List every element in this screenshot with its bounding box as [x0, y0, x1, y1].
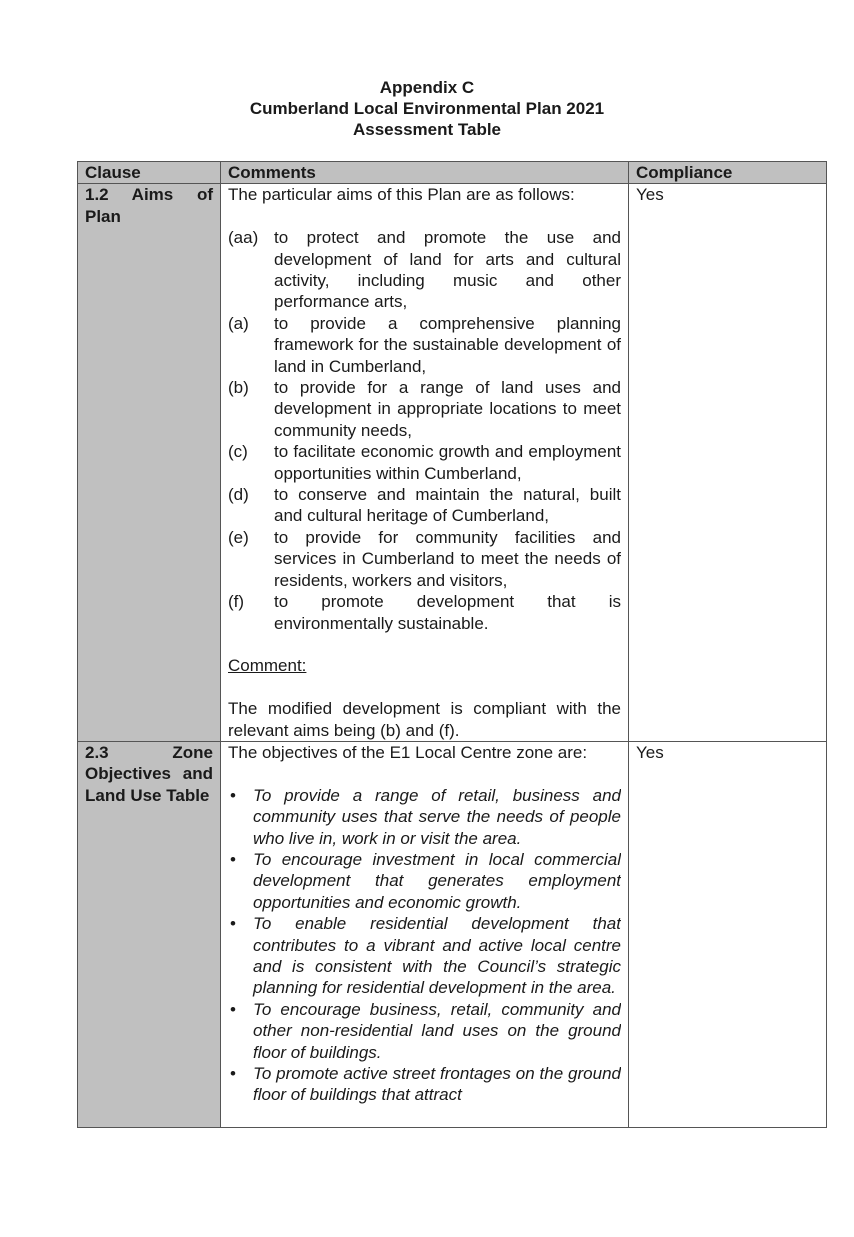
- comments-cell: [221, 741, 629, 1127]
- compliance-cell: Yes: [629, 741, 827, 1127]
- item-label: (b): [228, 378, 249, 398]
- comments-cell: [221, 184, 629, 742]
- comment-text: The modified development is compliant with the relevant aims being (b) and (f).: [228, 699, 621, 740]
- item-label: (f): [228, 592, 245, 612]
- column-header-comments: Comments: [221, 162, 629, 184]
- item-text: to promote development that is environmentally sustainable.: [274, 592, 621, 633]
- table-title: Assessment Table: [352, 120, 502, 139]
- list-item: [228, 527, 621, 591]
- document-header: [0, 77, 854, 140]
- bullet-icon: •: [230, 849, 236, 869]
- bullet-icon: •: [230, 785, 236, 805]
- list-item: [228, 227, 621, 313]
- list-item: [228, 313, 621, 377]
- item-label: (e): [228, 527, 249, 547]
- objectives-list: [228, 785, 621, 1106]
- comment-heading: Comment:: [228, 656, 307, 676]
- compliance-cell: Yes: [629, 184, 827, 742]
- bullet-icon: •: [230, 914, 236, 934]
- item-text: to conserve and maintain the natural, built and cultural heritage of Cumberland,: [274, 485, 621, 526]
- item-text: To promote active street frontages on the ground floor of buildings that attract: [253, 1064, 621, 1105]
- item-label: (d): [228, 485, 249, 505]
- aims-list: [228, 227, 621, 634]
- appendix-title: Appendix C: [379, 78, 475, 97]
- list-item: [228, 913, 621, 999]
- list-item: [228, 484, 621, 527]
- table-row: [78, 184, 827, 742]
- table-row: [78, 741, 827, 1127]
- list-item: [228, 591, 621, 634]
- list-item: [228, 1063, 621, 1106]
- item-label: (aa): [228, 228, 259, 248]
- item-text: To encourage investment in local commercial development that generates employment opportunities and economic growth.: [253, 849, 621, 912]
- item-text: To encourage business, retail, community and other non-residential land uses on the ground floor of buildings.: [253, 999, 621, 1062]
- item-text: To enable residential development that contributes to a vibrant and active local centre and is consistent with the Council’s strategic planning for residential development in the area.: [253, 914, 621, 998]
- column-header-compliance: Compliance: [629, 162, 827, 184]
- objectives-intro: The objectives of the E1 Local Centre zone are:: [228, 742, 588, 762]
- item-text: to provide for community facilities and services in Cumberland to meet the needs of residents, workers and visitors,: [274, 527, 621, 590]
- clause-cell: 2.3 Zone Objectives and Land Use Table: [78, 741, 221, 1127]
- aims-intro: The particular aims of this Plan are as follows:: [228, 185, 575, 205]
- bullet-icon: •: [230, 999, 236, 1019]
- list-item: [228, 377, 621, 441]
- item-text: To provide a range of retail, business and community uses that serve the needs of people who live in, work in or visit the area.: [253, 785, 621, 848]
- item-label: (a): [228, 313, 249, 333]
- item-label: (c): [228, 442, 248, 462]
- column-header-clause: Clause: [78, 162, 221, 184]
- item-text: to facilitate economic growth and employment opportunities within Cumberland,: [274, 442, 621, 483]
- assessment-table: [77, 161, 827, 1128]
- list-item: [228, 785, 621, 849]
- item-text: to protect and promote the use and development of land for arts and cultural activity, including music and other performance arts,: [274, 228, 621, 312]
- bullet-icon: •: [230, 1064, 236, 1083]
- item-text: to provide for a range of land uses and development in appropriate locations to meet community needs,: [274, 378, 621, 440]
- list-item: [228, 999, 621, 1063]
- item-text: to provide a comprehensive planning framework for the sustainable development of land in Cumberland,: [274, 313, 621, 376]
- clause-cell: 1.2 Aims of Plan: [78, 184, 221, 742]
- plan-title: Cumberland Local Environmental Plan 2021: [249, 99, 605, 118]
- list-item: [228, 441, 621, 484]
- list-item: [228, 849, 621, 913]
- table-header-row: [78, 162, 827, 184]
